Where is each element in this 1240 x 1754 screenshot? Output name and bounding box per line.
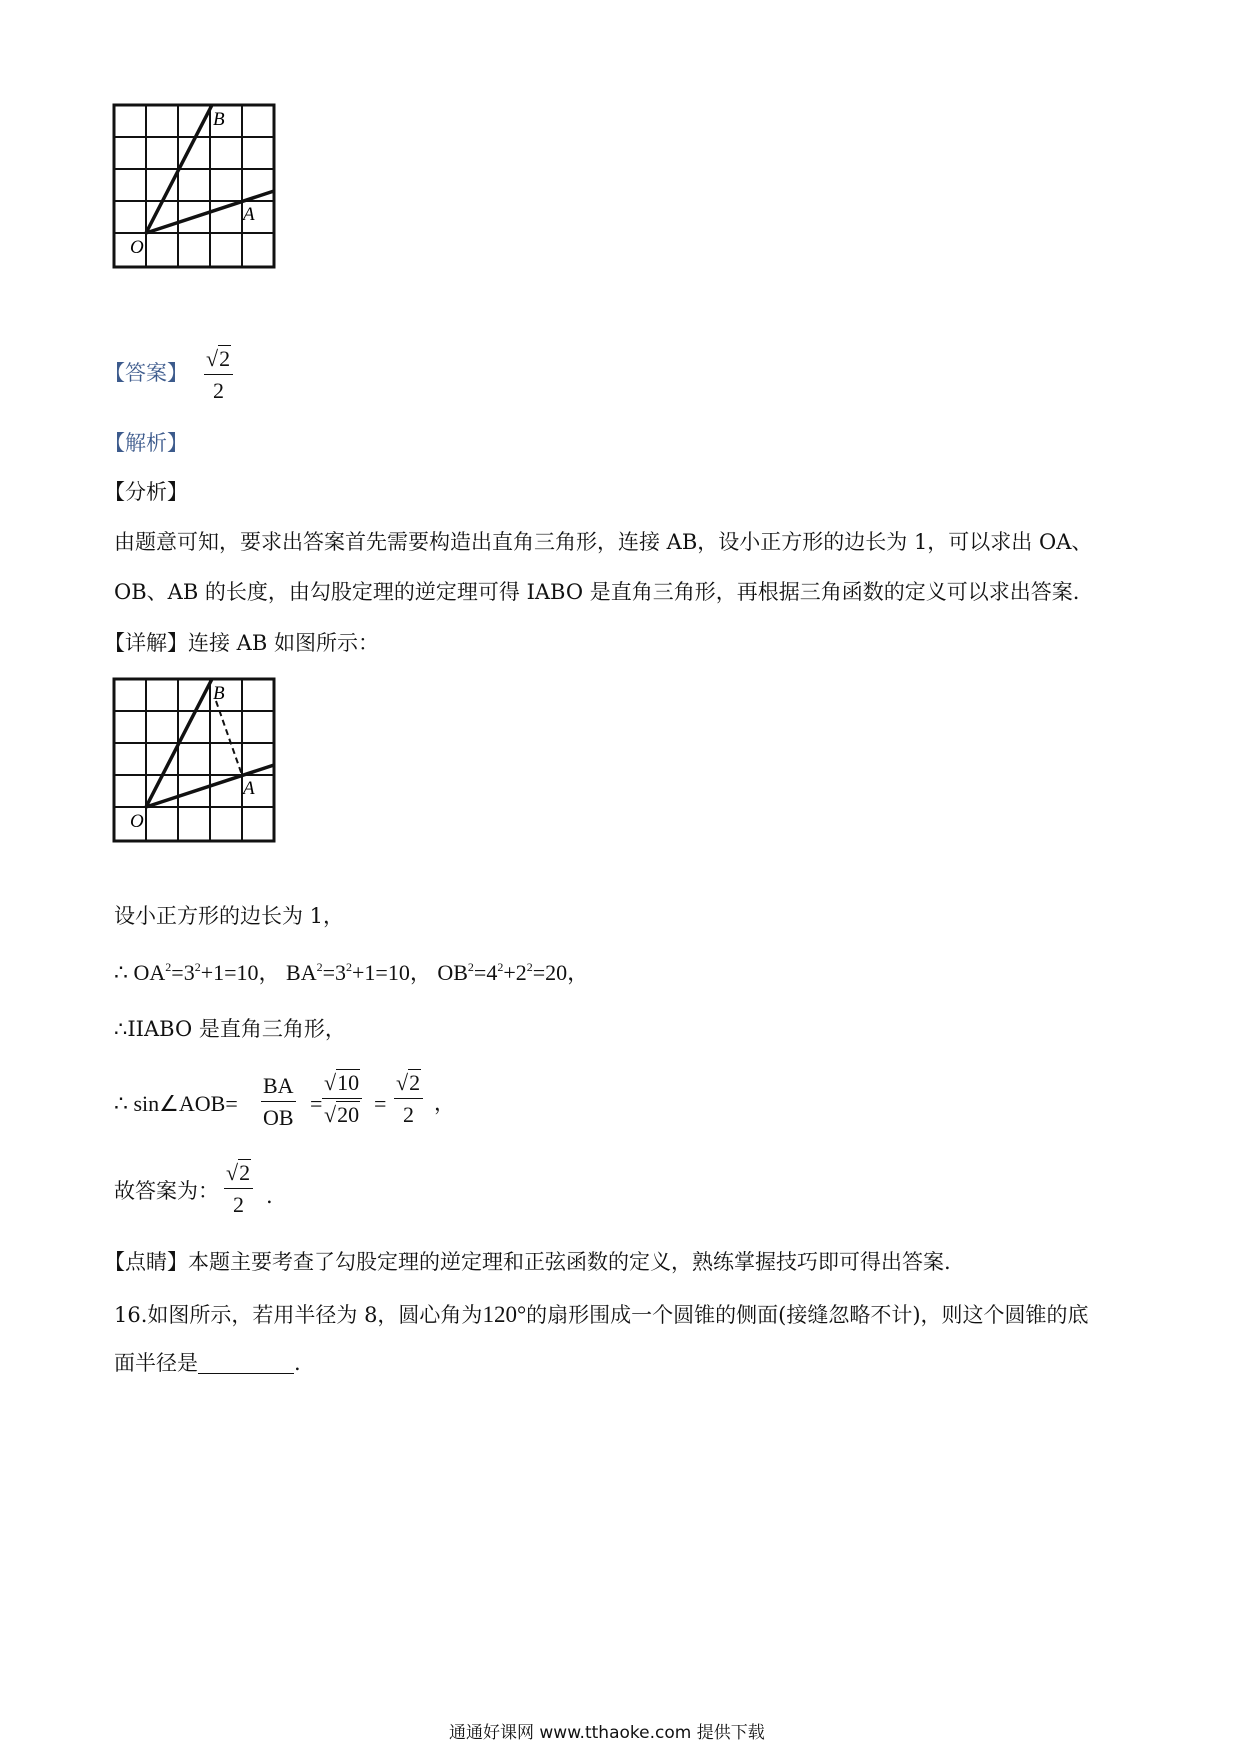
step-4-suffix: ， bbox=[434, 1091, 455, 1115]
fraction-ba-ob bbox=[261, 1073, 296, 1131]
label-o: O bbox=[130, 237, 144, 258]
segment-ab-dashed bbox=[216, 701, 242, 775]
oa-rest-2: +1=10， bbox=[200, 960, 281, 985]
exponent: 2 bbox=[526, 960, 533, 974]
q16-text-b: 的扇形围成一个圆锥的侧面(接缝忽略不计)，则这个圆锥的底 bbox=[526, 1303, 1089, 1327]
ob-rest-2: +2 bbox=[503, 960, 527, 985]
answer-tag: 【答案】 bbox=[104, 361, 188, 385]
final-den: 2 bbox=[233, 1192, 245, 1217]
q16-line-1 bbox=[114, 1303, 1089, 1326]
label-o-2: O bbox=[130, 811, 144, 832]
ob-rest: =4 bbox=[473, 960, 498, 985]
dianjing-line bbox=[104, 1252, 951, 1273]
q16-text-d: . bbox=[294, 1351, 301, 1375]
q16-line-2 bbox=[114, 1353, 301, 1374]
therefore-symbol: ∴ bbox=[114, 960, 128, 985]
step-3: ∴ⅠⅠABO 是直角三角形， bbox=[114, 1017, 346, 1041]
label-b: B bbox=[213, 109, 225, 130]
label-b-2: B bbox=[213, 683, 225, 704]
ba-rest: =3 bbox=[322, 960, 347, 985]
fraction-ob: OB bbox=[263, 1105, 294, 1130]
exponent: 2 bbox=[165, 960, 172, 974]
sqrt-2: 2 bbox=[409, 1070, 421, 1095]
exponent: 2 bbox=[346, 960, 353, 974]
step-1: 设小正方形的边长为 1， bbox=[114, 904, 345, 928]
answer-den: 2 bbox=[213, 378, 225, 403]
fenxi-line-1: 由题意可知，要求出答案首先需要构造出直角三角形，连接 AB，设小正方形的边长为 1，可以求出 OA、 bbox=[114, 530, 1093, 554]
sqrt-20: 20 bbox=[337, 1102, 360, 1127]
q16-text-a: 16.如图所示，若用半径为 8，圆心角为 bbox=[114, 1303, 483, 1327]
exponent: 2 bbox=[467, 960, 474, 974]
sqrt-10: 10 bbox=[337, 1070, 360, 1095]
equals-2: = bbox=[374, 1091, 387, 1116]
exponent: 2 bbox=[194, 960, 201, 974]
oa-term: OA bbox=[133, 960, 166, 985]
dianjing-tag: 【点睛】 bbox=[104, 1250, 188, 1274]
answer-num: 2 bbox=[219, 346, 231, 371]
step-5-suffix: . bbox=[266, 1184, 273, 1208]
final-num: 2 bbox=[239, 1160, 251, 1185]
final-answer-fraction: $\frac{√2}{2}$ bbox=[224, 1160, 253, 1218]
grid-figure-2 bbox=[112, 677, 278, 845]
grid-figure-1 bbox=[112, 103, 278, 271]
xiangjie-line bbox=[104, 633, 379, 654]
footer: 通通好课网 www.tthaoke.com 提供下载 bbox=[449, 1723, 765, 1743]
oa-rest: =3 bbox=[171, 960, 195, 985]
exponent: 2 bbox=[497, 960, 504, 974]
fenxi-line-2: OB、AB 的长度，由勾股定理的逆定理可得 ⅠABO 是直角三角形，再根据三角函数的定义可以求出答案. bbox=[114, 580, 1080, 604]
dianjing-text: 本题主要考查了勾股定理的逆定理和正弦函数的定义，熟练掌握技巧即可得出答案. bbox=[188, 1250, 951, 1274]
den-2: 2 bbox=[403, 1102, 415, 1127]
ba-term: BA bbox=[286, 960, 317, 985]
fenxi-tag: 【分析】 bbox=[104, 480, 188, 504]
fraction-sqrt10-sqrt20: $\frac{√10}{√20}$ bbox=[322, 1070, 362, 1128]
step-2 bbox=[114, 961, 589, 984]
analysis-tag: 【解析】 bbox=[104, 431, 188, 455]
q16-angle: 120° bbox=[482, 1302, 527, 1327]
q16-text-c: 面半径是 bbox=[114, 1351, 198, 1375]
ob-rest-3: =20， bbox=[532, 960, 590, 985]
ba-rest-2: +1=10， bbox=[352, 960, 432, 985]
equals-1: = bbox=[310, 1091, 323, 1116]
xiangjie-text: 连接 AB 如图所示： bbox=[188, 631, 379, 655]
answer-blank[interactable] bbox=[198, 1355, 294, 1374]
ob-term: OB bbox=[437, 960, 468, 985]
step-5-prefix: 故答案为： bbox=[114, 1179, 219, 1203]
exponent: 2 bbox=[316, 960, 323, 974]
fraction-sqrt2-2: $\frac{√2}{2}$ bbox=[394, 1070, 423, 1128]
fraction-ba: BA bbox=[261, 1073, 296, 1102]
step-4-prefix: ∴ sin∠AOB= bbox=[114, 1091, 238, 1116]
label-a-2: A bbox=[243, 778, 255, 799]
answer-fraction: $\frac{√2}{2}$ bbox=[204, 346, 233, 404]
label-a: A bbox=[243, 204, 255, 225]
xiangjie-tag: 【详解】 bbox=[104, 631, 188, 655]
